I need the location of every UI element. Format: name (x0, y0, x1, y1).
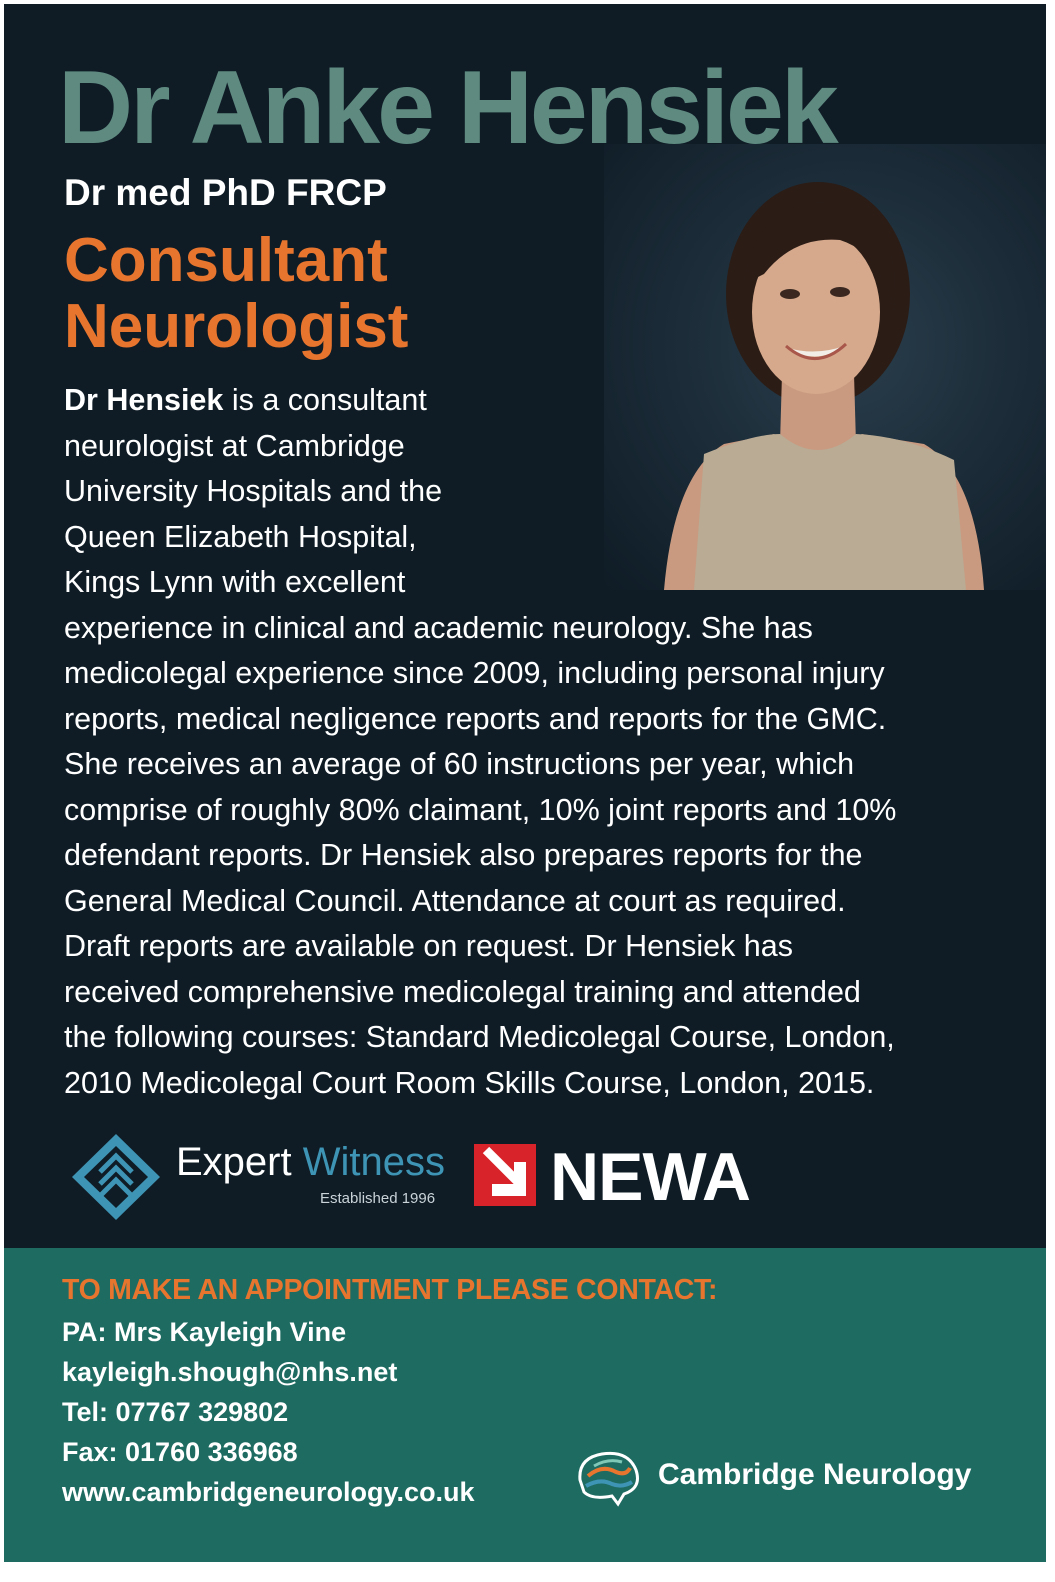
contact-pa: PA: Mrs Kayleigh Vine (62, 1317, 347, 1347)
bio-line: University Hospitals and the (64, 474, 443, 508)
job-title-line: Consultant (64, 226, 388, 295)
job-title-line: Neurologist (64, 292, 409, 361)
bio-line: medicolegal experience since 2009, including personal injury (64, 656, 885, 690)
contact-email[interactable]: kayleigh.shough@nhs.net (62, 1357, 398, 1387)
expert-witness-word-witness: Witness (302, 1140, 445, 1184)
bio-line: reports, medical negligence reports and reports for the GMC. (64, 701, 887, 736)
newa-arrow-icon (474, 1144, 536, 1206)
doctor-name: Dr Anke Hensiek (58, 50, 836, 166)
contact-fax: Fax: 01760 336968 (62, 1437, 298, 1467)
newa-wordmark: NEWA (550, 1139, 750, 1215)
contact-heading: TO MAKE AN APPOINTMENT PLEASE CONTACT: (62, 1274, 718, 1306)
bio-line: Draft reports are available on request. Dr Hensiek has (64, 929, 793, 963)
cambridge-neurology-wordmark: Cambridge Neurology (658, 1458, 972, 1491)
bio-line (64, 378, 1014, 424)
bio-line: Queen Elizabeth Hospital, (64, 519, 417, 554)
bio-line: Kings Lynn with excellent (64, 565, 406, 599)
expert-witness-wordmark (176, 1140, 445, 1185)
expert-witness-tagline: Established 1996 (320, 1190, 436, 1207)
bio-line: received comprehensive medicolegal training and attended (64, 974, 861, 1009)
profile-panel (4, 4, 1046, 1252)
bio-line: She receives an average of 60 instructions per year, which (64, 747, 855, 781)
contact-footer (4, 1248, 1046, 1562)
qualifications: Dr med PhD FRCP (64, 172, 387, 213)
contact-phone[interactable]: Tel: 07767 329802 (62, 1397, 289, 1427)
bio-line: 2010 Medicolegal Court Room Skills Course, London, 2015. (64, 1065, 875, 1100)
bio-line: comprise of roughly 80% claimant, 10% joint reports and 10% (64, 792, 897, 827)
contact-details (62, 1312, 475, 1512)
bio-lead-name: Dr Hensiek (64, 383, 224, 417)
bio-line: experience in clinical and academic neurology. She has (64, 610, 813, 645)
job-title (64, 228, 408, 360)
biography (64, 378, 1014, 1106)
accreditation-logos (70, 1132, 770, 1222)
bio-line-text: is a consultant (223, 383, 427, 417)
bio-line: defendant reports. Dr Hensiek also prepares reports for the (64, 838, 863, 872)
expert-witness-word-expert: Expert (176, 1140, 292, 1184)
contact-website[interactable]: www.cambridgeneurology.co.uk (62, 1477, 475, 1507)
cambridge-neurology-brain-icon (572, 1446, 644, 1508)
bio-line: the following courses: Standard Medicolegal Course, London, (64, 1020, 895, 1054)
bio-line: General Medical Council. Attendance at court as required. (64, 883, 846, 918)
bio-line: neurologist at Cambridge (64, 428, 405, 463)
expert-witness-logo-icon (70, 1132, 162, 1222)
